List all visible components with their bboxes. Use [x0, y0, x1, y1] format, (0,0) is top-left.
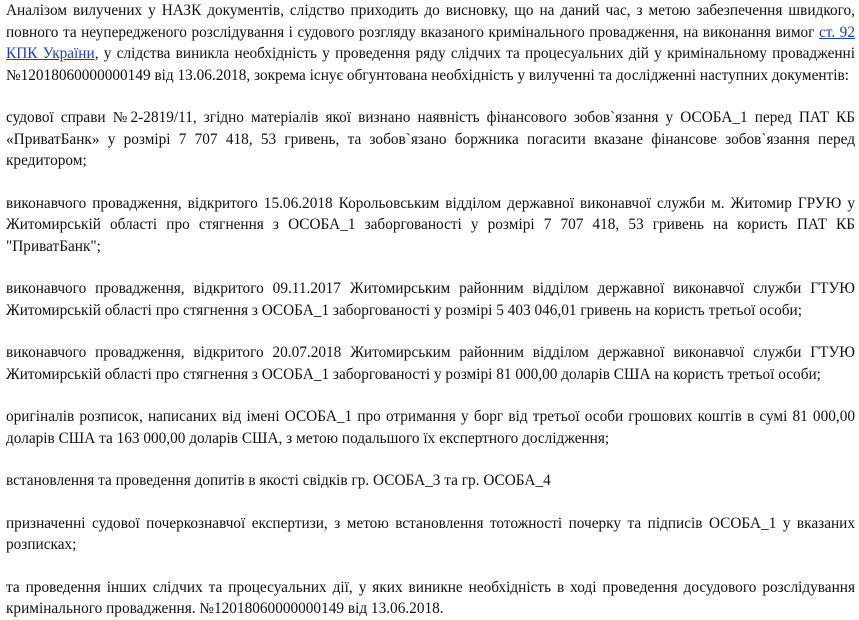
law-article-link[interactable]: ст. 92 КПК України: [6, 23, 855, 62]
enforcement-proceeding-3: виконавчого провадження, відкритого 20.07.2018 Житомирським районним відділом державної виконавчої служби ГТУЮ Житомирській області про стягнення з ОСОБА_1 заборгованості у розмірі 81 000,00 доларів США на користь третьої особи;: [6, 344, 855, 383]
intro-text-continued: , у слідства виникла необхідність у проведення ряду слідчих та процесуальних дій у кримінальному провадженні №12018060000000149 від 13.06.2018, зокрема існує обгунтована необхідність у вилученні та дослідженні наступних документів:: [6, 45, 855, 84]
court-case-paragraph: судової справи №2-2819/11, згідно матеріалів якої визнано наявність фінансового зобов`язання у ОСОБА_1 перед ПАТ КБ «ПриватБанк» у розмірі 7 707 418, 53 гривень, та зобов`язано боржника погасити вказане фінансове зобов`язання перед кредитором;: [6, 109, 855, 169]
intro-text: Аналізом вилучених у НАЗК документів, слідство приходить до висновку, що на даний час, з метою забезпечення швидкого, повного та неупередженого розслідування і судового розгляду вказаного кримінального провадження, на виконання вимог: [6, 2, 855, 41]
other-actions-paragraph: та проведення інших слідчих та процесуальних дії, у яких виникне необхідність в ході проведення досудового розслідування кримінального провадження. №12018060000000149 від 13.06.2018.: [6, 578, 855, 617]
enforcement-proceeding-2: виконавчого провадження, відкритого 09.11.2017 Житомирським районним відділом державної виконавчої служби ГТУЮ Житомирській області про стягнення з ОСОБА_1 заборгованості у розмірі 5 403 046,01 гривень на користь третьої особи;: [6, 280, 855, 319]
receipts-paragraph: оригіналів розписок, написаних від імені ОСОБА_1 про отримання у борг від третьої особи грошових коштів в сумі 81 000,00 доларів США та 163 000,00 доларів США, з метою подальшого їх експертного дослідження;: [6, 408, 855, 447]
handwriting-expertise-paragraph: призначенні судової почеркознавчої експертизи, з метою встановлення тотожності почерку та підписів ОСОБА_1 у вказаних розписках;: [6, 514, 855, 553]
enforcement-proceeding-1: виконавчого провадження, відкритого 15.06.2018 Корольовським відділом державної виконавчої служби м. Житомир ГРУЮ у Житомирській області про стягнення з ОСОБА_1 заборгованості у розмірі 7 707 418, 53 гривень на користь ПАТ КБ "ПриватБанк";: [6, 194, 855, 255]
witness-interrogation-paragraph: встановлення та проведення допитів в якості свідків гр. ОСОБА_3 та гр. ОСОБА_4: [6, 472, 551, 489]
intro-paragraph: [6, 0, 855, 86]
